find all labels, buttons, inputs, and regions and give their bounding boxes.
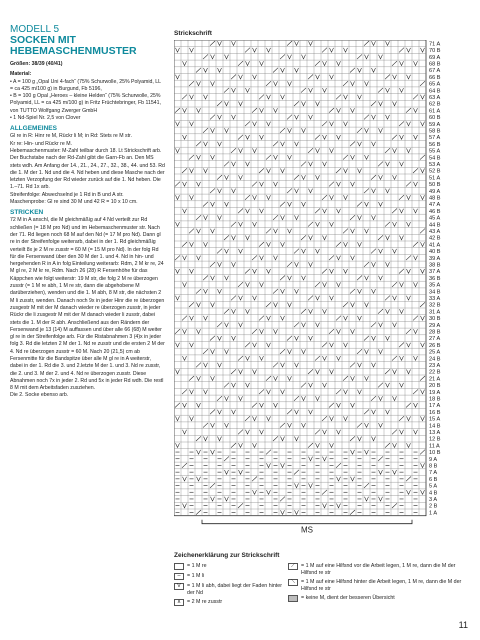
row-label: 31 A — [429, 309, 441, 316]
legend-item — [174, 573, 284, 580]
row-label: 40 B — [429, 249, 441, 256]
row-label: 67 A — [429, 68, 441, 75]
model-label: MODELL 5 — [10, 24, 60, 35]
legend-item — [174, 583, 284, 596]
material-item: • B = 100 g Opal „Heroes – kleine Helden“ (75% Schurwolle, 25% Polyamid, LL = ca 425 m/100 g) in Fritz Früchtebringer, Fb 11541, von TUTTO Wolfgang Zwerger GmbH — [10, 93, 161, 114]
section-heading: STRICKEN — [10, 209, 44, 217]
row-label: 11 A — [429, 443, 440, 450]
row-label: 47 A — [429, 202, 441, 209]
paragraph: Kr re: Hin- und Rückr re M. — [10, 140, 72, 147]
material-item: • 1 Nd-Spiel Nr. 2,5 von Clover — [10, 115, 81, 122]
row-label: 37 A — [429, 269, 441, 276]
row-label: 18 B — [429, 396, 441, 403]
row-label: 43 A — [429, 229, 441, 235]
row-label: 42 B — [429, 235, 441, 242]
legend-title: Zeichenerklärung zur Strickschrift — [174, 552, 280, 559]
row-label: 38 B — [429, 262, 441, 269]
legend-symbol-icon: – — [174, 573, 184, 580]
row-label: 41 A — [429, 242, 441, 249]
row-label: 15 A — [429, 416, 441, 423]
row-label: 62 B — [429, 101, 441, 108]
row-label: 5 A — [429, 483, 438, 490]
row-label: 49 A — [429, 188, 441, 195]
legend-symbol-icon — [174, 563, 184, 570]
row-label: 32 B — [429, 302, 441, 309]
row-label: 27 A — [429, 336, 441, 343]
legend-text: = 1 M li — [187, 573, 205, 579]
legend-symbol-icon — [288, 595, 298, 602]
paragraph: Hebemaschenmuster: M-Zahl teilbar durch 18. Lt Strickschrift arb. Der Buchstabe nach der Rd-Zahl gibt die Garn-Fb an. Den MS stets wdh. Am Anfang der 14., 21., 24., 27., 32., 38., 44. und 53. Rd die 1. M der 1. Nd und die 4. Nd heben und diese Masche nach der letzten Verzopfung der Rd wieder zurück auf die 1. Nd heben. Die 1.–71. Rd 1x arb. — [10, 147, 165, 191]
paragraph: Gl re in R: Hinr re M, Rückr li M; in Rd: Stets re M str. — [10, 133, 132, 140]
row-label: 7 A — [429, 470, 438, 477]
row-label: 12 B — [429, 436, 441, 443]
row-label: 60 B — [429, 115, 441, 122]
row-label: 4 B — [429, 490, 438, 497]
row-label: 21 A — [429, 376, 441, 383]
row-label: 1 A — [429, 510, 438, 517]
row-label: 58 B — [429, 128, 441, 135]
row-label: 28 B — [429, 329, 441, 336]
legend-item — [288, 563, 468, 576]
material-heading: Material: — [10, 71, 32, 78]
row-label: 59 A — [429, 121, 441, 128]
row-label: 45 A — [429, 215, 441, 222]
row-label: 44 B — [429, 222, 441, 229]
row-label: 35 A — [429, 282, 441, 289]
row-label: 16 B — [429, 409, 441, 416]
chart-title: Strickschrift — [174, 30, 212, 37]
row-label: 13 A — [429, 430, 441, 436]
legend-item — [288, 579, 468, 592]
legend-right — [288, 563, 468, 605]
legend-item — [174, 563, 284, 570]
row-label: 48 B — [429, 195, 441, 202]
row-label: 9 A — [429, 456, 438, 463]
row-label: 39 A — [429, 255, 441, 262]
row-label: 34 B — [429, 289, 441, 296]
row-label: 33 A — [429, 296, 441, 302]
row-label: 8 B — [429, 463, 438, 470]
row-label: 24 B — [429, 356, 441, 363]
legend-symbol-icon: ⟋ — [288, 563, 298, 570]
row-label: 71 A — [429, 41, 441, 48]
row-label: 2 B — [429, 503, 438, 510]
legend-text: = 1 M auf eine Hilfsnd vor die Arbeit legen, 1 M re, dann die M der Hilfsnd re str — [301, 563, 456, 576]
row-label: 36 B — [429, 275, 441, 282]
material-item: • A = 100 g „Opal Uni 4-fach“ (75% Schurwolle, 25% Polyamid, LL = ca 425 m/100 g) in Burgund, Fb 5196, — [10, 78, 161, 92]
row-label: 51 A — [429, 175, 441, 182]
row-label: 66 B — [429, 74, 441, 81]
knitting-chart — [174, 40, 454, 548]
section-heading: ALLGEMEINES — [10, 125, 57, 133]
row-label: 55 A — [429, 148, 441, 155]
row-label: 61 A — [429, 108, 441, 115]
legend-text: = 1 M li abh, dabei liegt der Faden hinter der Nd — [187, 583, 282, 596]
row-label: 14 B — [429, 423, 441, 430]
row-label: 23 A — [429, 363, 441, 369]
legend-item — [288, 595, 468, 602]
row-label: 22 B — [429, 369, 441, 376]
legend-text: = 2 M re zusstr — [187, 599, 223, 605]
legend-text: = keine M, dient der besseren Übersicht — [301, 595, 395, 601]
legend-symbol-icon: ⟍ — [288, 579, 298, 586]
legend-symbol-icon: ∧ — [174, 599, 184, 606]
row-label: 64 B — [429, 88, 441, 95]
row-label: 46 B — [429, 208, 441, 215]
row-label: 65 A — [429, 81, 441, 88]
row-label: 52 B — [429, 168, 441, 175]
row-label: 20 B — [429, 383, 441, 390]
row-label: 50 B — [429, 182, 441, 189]
row-label: 10 B — [429, 450, 441, 457]
page-title: SOCKEN MIT HEBEMASCHENMUSTER — [10, 34, 137, 57]
paragraph: Streifenfolge: Abwechselnd je 1 Rd in B und A str. — [10, 191, 124, 198]
sizes: Größen: 38/39 (40/41) — [10, 61, 63, 67]
instructions-column — [10, 24, 165, 400]
row-label: 25 A — [429, 349, 441, 356]
paragraph: 72 M in A anschl, die M gleichmäßig auf 4 Nd verteilt zur Rd schließen (= 18 M pro Nd) und im Hebemaschenmuster str. Nach der 71. Rd liegen noch 68 M auf den Nd (= 17 M pro Nd). Dann gl re in der Streifenfolge weiterarb, dabei in der 1. Rd gleichmäßig verteilt 8x je 2 M re zusstr = 60 M (= 15 M pro Nd). In der folg Rd für die Fersenwand über den 30 M der 1. und 4. Nd in hin- und hergehenden R in A in folg Einteilung weiterarb: Rdm, 2 M kr re, 24 M gl re, 2 M kr re, Rdm. Nach 26 (28) R Fersenhöhe für das Käppchen wie folgt weiterstr: 19 M str, die folg 2 M re überzogen zusstr (= 1 M re abh, 1 M re str, dann die abgehobene M darüberziehen), wenden und die 1. M abh, 8 M str, die nächsten 2 M li zusstr, wenden. Danach noch 9x in jeder Hinr die re überzogen zusgestr M mit der M danach wieder re überzogen zusstr, in jeder Rückr die li zusgestr M mit der M danach wieder li zusstr, dabei stets die 1. M der R abh. Anschließend aus den Rändern der Fersenwand je 13 (14) M auffassen und über alle 66 (68) M weiter gl re in der Streifenfolge arb. Für die Ristabnahmen 3 (4)x in jeder folg 3. Rd die letzten 2 M der 1. Nd re zusstr und die ersten 2 M der 4. Nd re überzogen zusstr = 60 M. Nach 20 (21,5) cm ab Fersenmitte für die Bandspitze über alle M gl re in A weiterstr, dabei in der 1. Rd die 3. und 2.letzte M der 1. und 3. Nd re zusstr, die 2. und 3. M der 2. und 4. Nd re überzogen zusstr. Diese Abnahmen noch 7x in jeder 2. Rd und 5x in jeder Rd wdh. Die restl 8 M mit dem Arbeitsfaden zusziehen. — [10, 217, 165, 392]
row-label: 30 B — [429, 316, 441, 323]
row-label: 17 A — [429, 403, 441, 410]
page-number: 11 — [458, 620, 468, 630]
row-label: 56 B — [429, 141, 441, 148]
row-label: 69 A — [429, 54, 441, 61]
row-label: 29 A — [429, 322, 441, 329]
legend-left — [174, 563, 284, 609]
row-label: 68 B — [429, 61, 441, 68]
repeat-label: MS — [301, 525, 313, 535]
paragraph: Maschenprobe: Gl re sind 30 M und 42 R = 10 x 10 cm. — [10, 199, 138, 206]
row-label: 57 A — [429, 135, 441, 142]
legend-symbol-icon: V — [174, 583, 184, 590]
row-label: 53 A — [429, 162, 441, 168]
row-label: 26 B — [429, 342, 441, 349]
paragraph: Die 2. Socke ebenso arb. — [10, 392, 69, 399]
row-label: 70 B — [429, 48, 441, 55]
row-label: 6 B — [429, 476, 438, 483]
legend-text: = 1 M re — [187, 563, 207, 569]
row-label: 3 A — [429, 497, 438, 503]
row-label: 19 A — [429, 389, 441, 396]
legend-text: = 1 M auf eine Hilfsnd hinter die Arbeit legen, 1 M re, dann die M der Hilfsnd re str — [301, 579, 462, 592]
repeat-bracket — [202, 520, 412, 524]
legend-item — [174, 599, 284, 606]
row-label: 54 B — [429, 155, 441, 162]
row-label: 63 A — [429, 95, 441, 101]
